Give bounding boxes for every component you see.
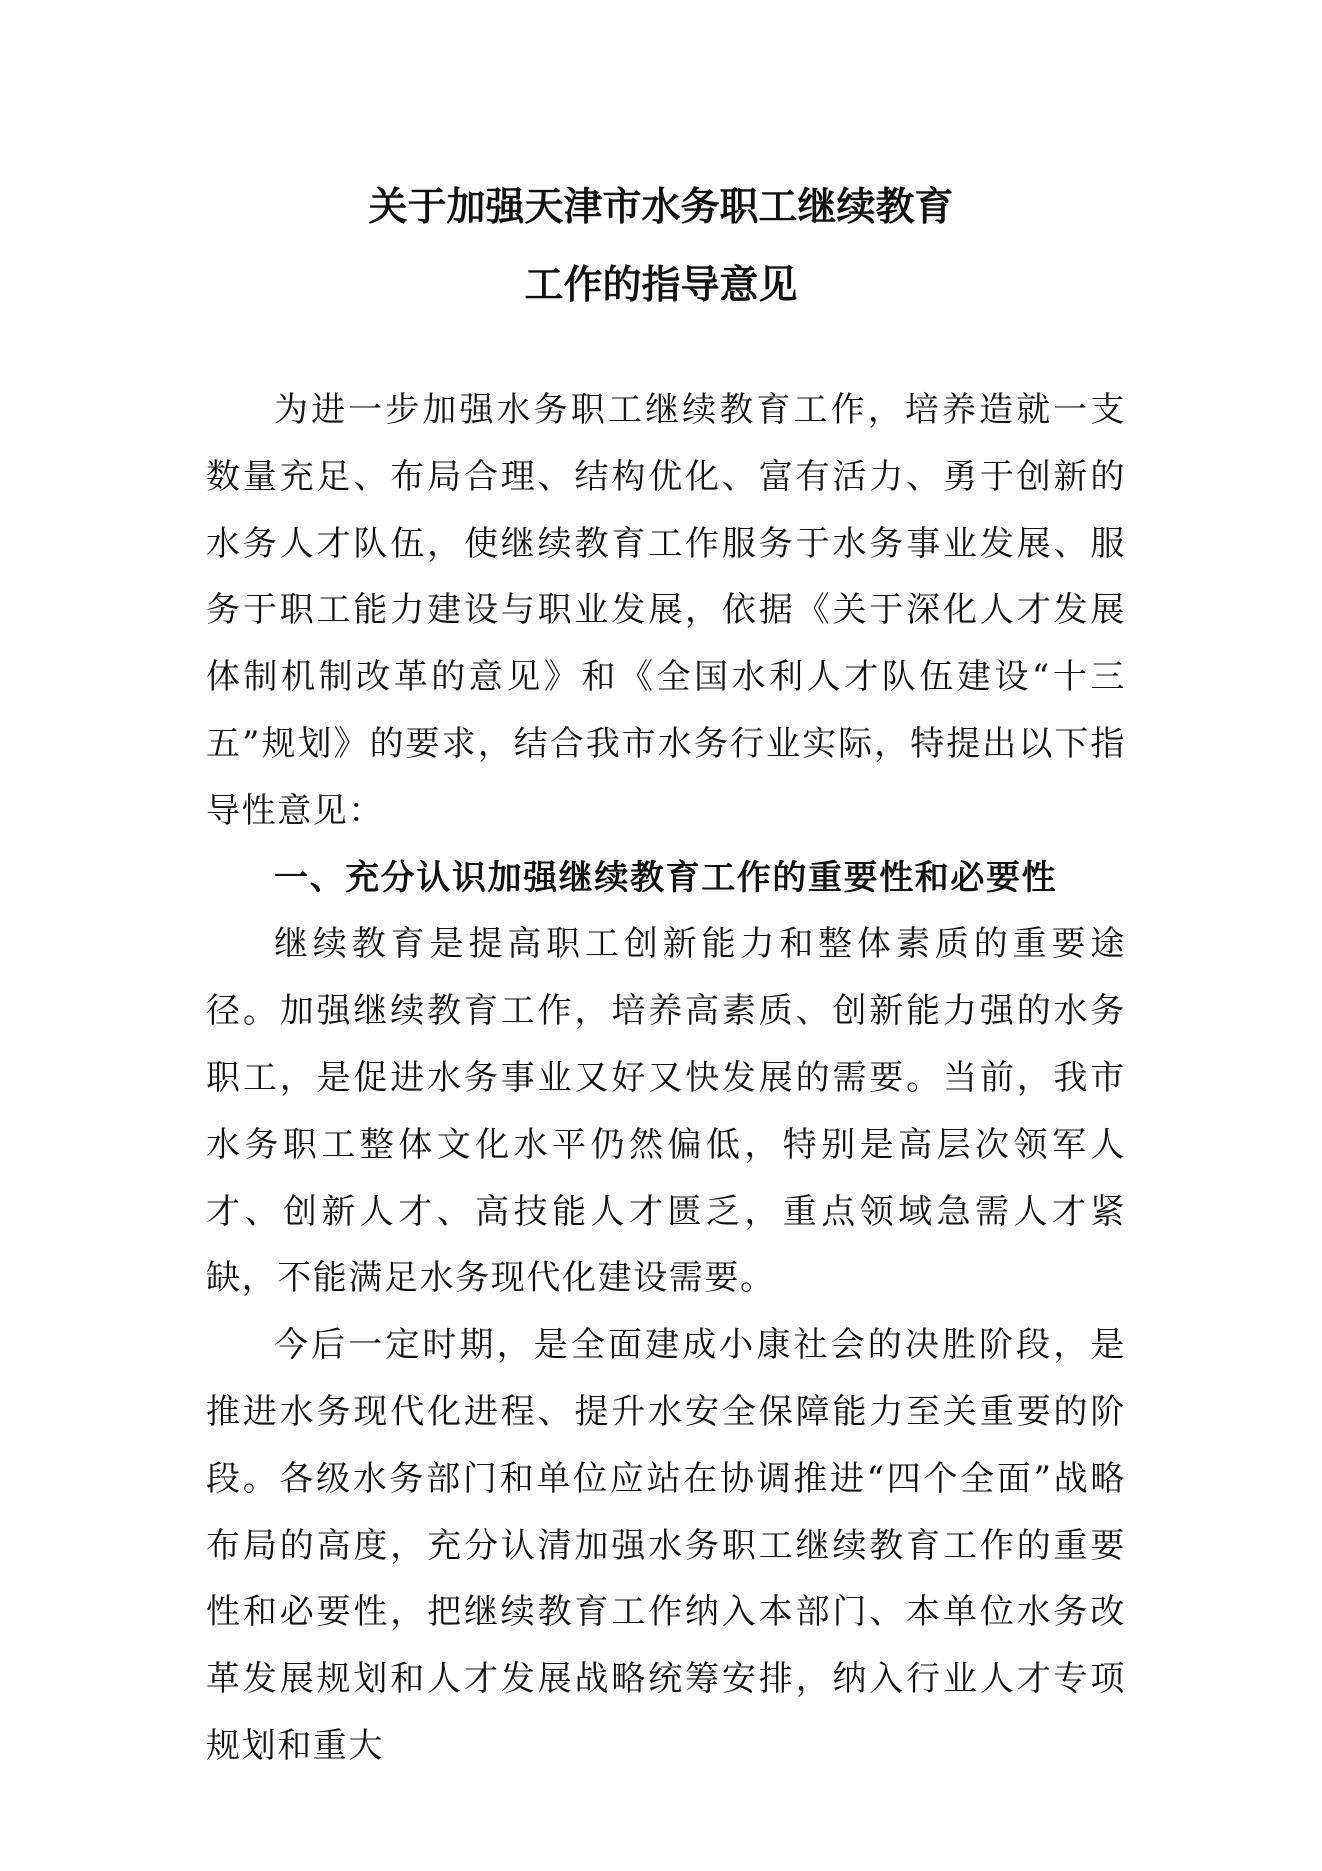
body-paragraph: 继续教育是提高职工创新能力和整体素质的重要途径。加强继续教育工作，培养高素质、创新能力强的水务职工，是促进水务事业又好又快发展的需要。当前，我市水务职工整体文化水平仍然偏低，特别是高层次领军人才、创新人才、高技能人才匮乏，重点领域急需人才紧缺，不能满足水务现代化建设需要。	[206, 924, 1126, 1299]
document-body	[206, 377, 1126, 1780]
intro-paragraph: 为进一步加强水务职工继续教育工作，培养造就一支数量充足、布局合理、结构优化、富有活力、勇于创新的水务人才队伍，使继续教育工作服务于水务事业发展、服务于职工能力建设与职业发展，依据《关于深化人才发展体制机制改革的意见》和《全国水利人才队伍建设“十三五”规划》的要求，结合我市水务行业实际，特提出以下指导性意见：	[206, 390, 1126, 831]
document-title	[0, 168, 1322, 324]
title-line-1: 关于加强天津市水务职工继续教育	[368, 184, 954, 230]
title-line-2: 工作的指导意见	[524, 262, 798, 308]
section-heading-1: 一、充分认识加强继续教育工作的重要性和必要性	[274, 857, 1058, 898]
body-paragraph: 今后一定时期，是全面建成小康社会的决胜阶段，是推进水务现代化进程、提升水安全保障能力至关重要的阶段。各级水务部门和单位应站在协调推进“四个全面”战略布局的高度，充分认清加强水务职工继续教育工作的重要性和必要性，把继续教育工作纳入本部门、本单位水务改革发展规划和人才发展战略统筹安排，纳入行业人才专项规划和重大	[206, 1325, 1126, 1766]
